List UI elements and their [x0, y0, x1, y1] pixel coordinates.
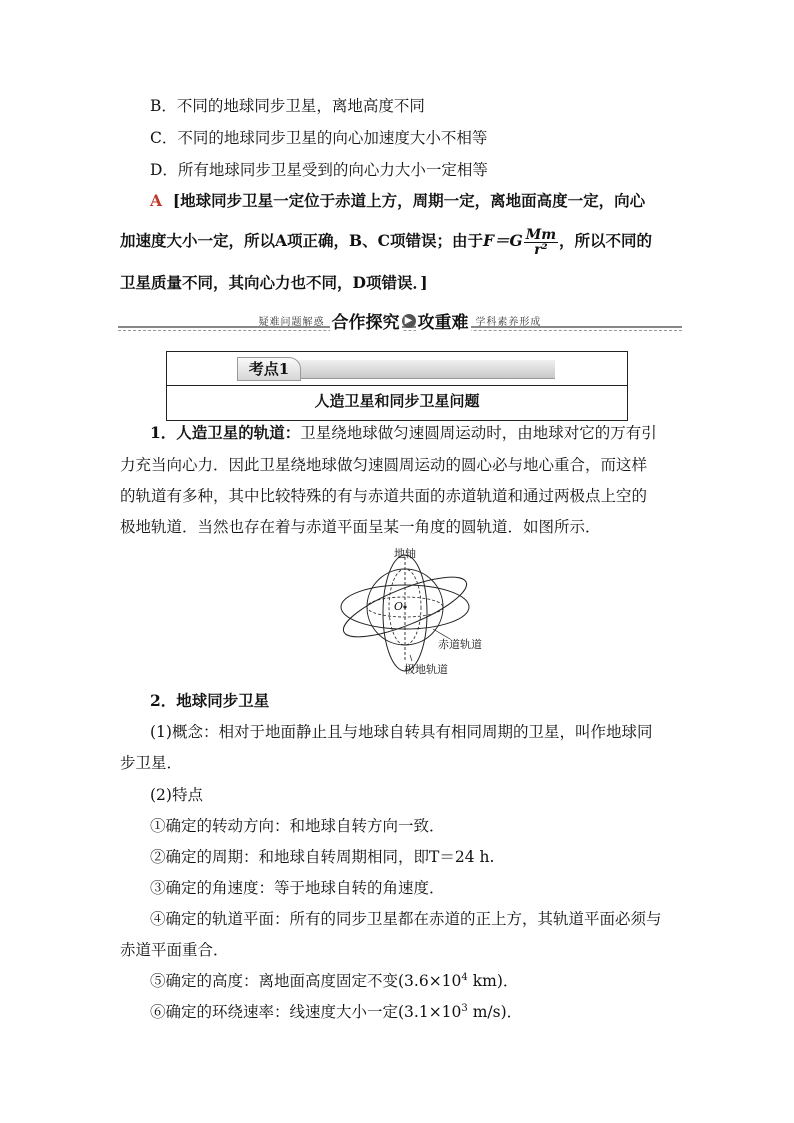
topic-box	[166, 351, 628, 421]
s2-concept-line-1: (1)概念：相对于地面静止且与地球自转具有相同周期的卫星，叫作地球同	[150, 723, 653, 741]
s2-feature-6-text: ⑥确定的环绕速率：线速度大小一定(3.1×10	[150, 1003, 462, 1021]
answer-letter: A	[150, 191, 163, 210]
formula-denominator: r²	[534, 241, 548, 258]
option-b: B．不同的地球同步卫星，离地高度不同	[150, 97, 425, 115]
center-label: O	[394, 600, 404, 613]
s1-line-1	[150, 422, 657, 444]
s2-concept-line-2: 步卫星．	[120, 754, 183, 772]
topic-divider	[167, 385, 627, 386]
s1-heading: 1．人造卫星的轨道：	[150, 423, 301, 442]
s2-feature-2: ②确定的周期：和地球自转周期相同，即T＝24 h.	[150, 848, 495, 866]
banner-left-caption: 疑难问题解惑	[258, 317, 325, 328]
topic-title: 人造卫星和同步卫星问题	[314, 392, 480, 410]
formula-fraction	[524, 228, 558, 257]
banner-title-1: 合作探究	[331, 313, 400, 333]
formula-lhs: F＝G	[482, 231, 523, 250]
equator-orbit-label: 赤道轨道	[438, 638, 482, 651]
section-banner	[118, 306, 682, 334]
s2-feature-4-line-1: ④确定的轨道平面：所有的同步卫星都在赤道的正上方，其轨道平面必须与	[150, 910, 662, 928]
s2-heading: 2．地球同步卫星	[150, 691, 270, 710]
s2-feature-6-unit: m/s)．	[467, 1003, 523, 1021]
s1-line-3: 的轨道有多种，其中比较特殊的有与赤道共面的赤道轨道和通过两极点上空的	[120, 487, 648, 505]
polar-orbit-label: 极地轨道	[404, 663, 448, 676]
s2-feature-6-exponent: 3	[461, 1002, 468, 1014]
s2-feature-1: ①确定的转动方向：和地球自转方向一致．	[150, 817, 445, 835]
s1-line-4: 极地轨道．当然也存在着与赤道平面呈某一角度的圆轨道．如图所示．	[120, 518, 601, 536]
s2-feature-5-unit: km)．	[467, 972, 519, 990]
s1-line-1-text: 卫星绕地球做匀速圆周运动时，由地球对它的万有引	[300, 424, 657, 442]
s2-feature-5-text: ⑤确定的高度：离地面高度固定不变(3.6×10	[150, 972, 462, 990]
s2-feature-4-line-2: 赤道平面重合．	[120, 941, 229, 959]
s2-feature-5	[150, 970, 518, 992]
answer-text-2-post: ，所以不同的	[559, 231, 653, 250]
orbit-diagram-svg	[338, 545, 488, 675]
topic-tab: 考点1	[237, 357, 301, 381]
s2-feature-6	[150, 1001, 522, 1023]
answer-text-1: [地球同步卫星一定位于赤道上方，周期一定，离地面高度一定，向心	[172, 191, 646, 210]
answer-line-2	[120, 225, 652, 257]
option-c: C．不同的地球同步卫星的向心加速度大小不相等	[150, 129, 488, 147]
earth-center-dot	[403, 605, 406, 608]
banner-right-caption: 学科素养形成	[475, 317, 542, 328]
orbit-diagram	[338, 545, 488, 675]
option-d: D．所有地球同步卫星受到的向心力大小一定相等	[150, 161, 488, 179]
s2-feature-5-exponent: 4	[461, 971, 468, 983]
s2-features-heading: (2)特点	[150, 786, 203, 804]
axis-label: 地轴	[394, 547, 416, 560]
s2-feature-3: ③确定的角速度：等于地球自转的角速度．	[150, 879, 445, 897]
banner-title-2: 攻重难	[417, 313, 469, 333]
formula-numerator: Mm	[525, 226, 557, 243]
answer-line-1	[150, 190, 645, 212]
banner-arrow-icon: ▶	[402, 314, 416, 328]
answer-text-2-pre: 加速度大小一定，所以A项正确，B、C项错误；由于	[120, 231, 483, 250]
s1-line-2: 力充当向心力．因此卫星绕地球做匀速圆周运动的圆心必与地心重合，而这样	[120, 456, 648, 474]
answer-line-3: 卫星质量不同，其向心力也不同，D项错误．]	[120, 273, 428, 292]
